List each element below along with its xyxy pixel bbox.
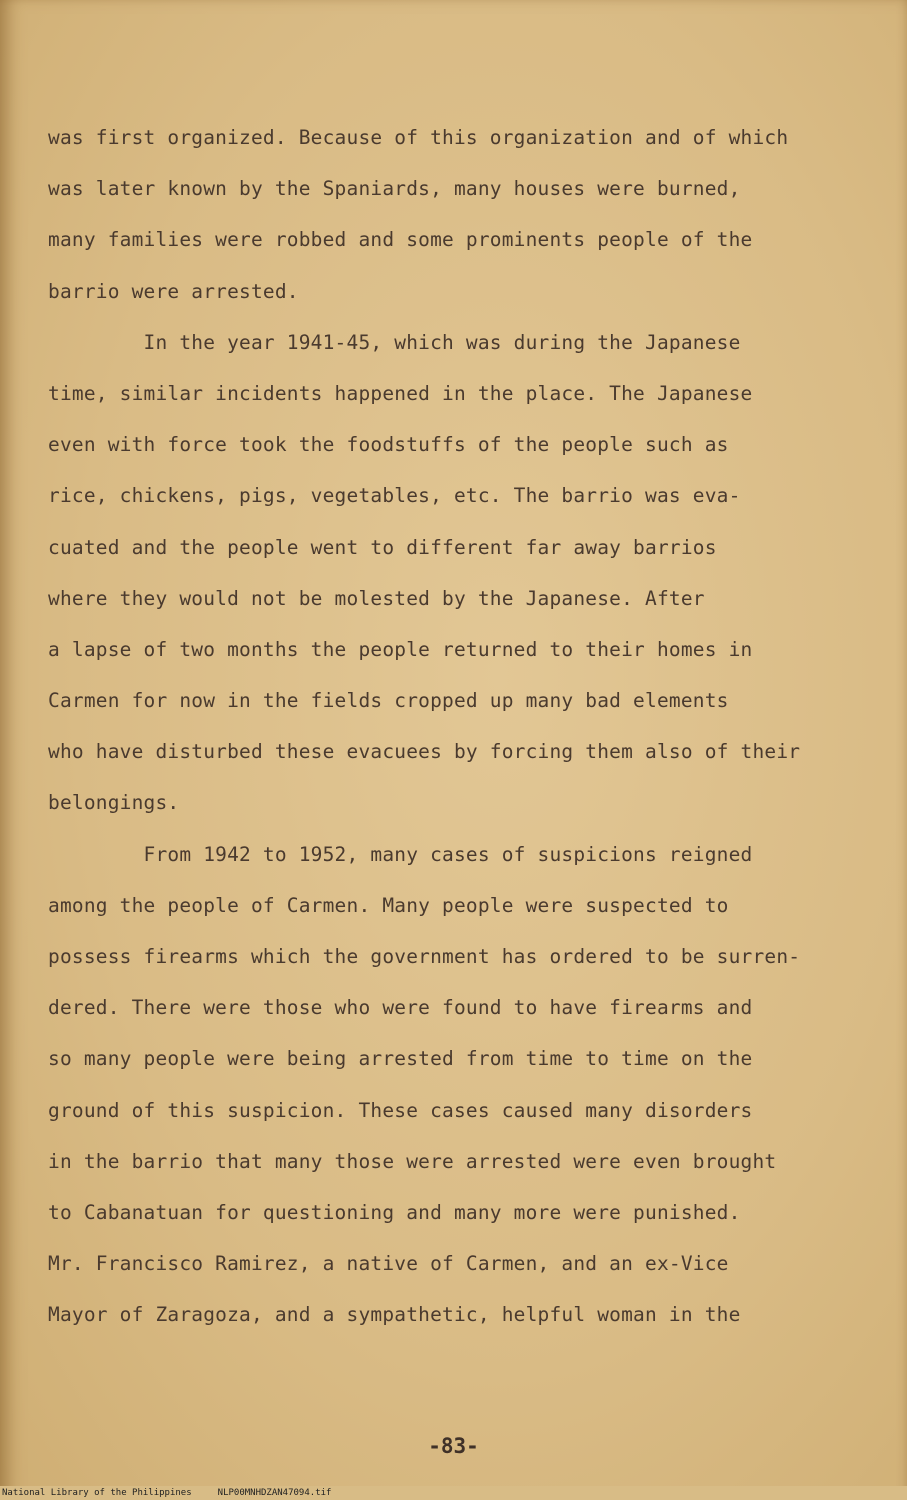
text-line: barrio were arrested. (48, 279, 299, 303)
library-label: National Library of the Philippines (2, 1488, 192, 1498)
text-line: dered. There were those who were found to have firearms and (48, 996, 753, 1020)
text-line: ground of this suspicion. These cases caused many disorders (48, 1098, 753, 1122)
text-line: belongings. (48, 791, 180, 815)
text-line: in the barrio that many those were arrested were even brought (48, 1149, 777, 1173)
file-id-label: NLP00MNHDZAN47094.tif (217, 1488, 332, 1498)
text-line: was first organized. Because of this organization and of which (48, 126, 789, 149)
text-line: possess firearms which the government has ordered to be surren- (48, 945, 801, 968)
text-line: Mr. Francisco Ramirez, a native of Carmen, and an ex-Vice (48, 1252, 729, 1276)
text-line: among the people of Carmen. Many people were suspected to (48, 893, 729, 917)
text-line: so many people were being arrested from time to time on the (48, 1047, 753, 1071)
text-line: to Cabanatuan for questioning and many more were punished. (48, 1200, 741, 1224)
text-line: cuated and the people went to different far away barrios (48, 535, 717, 559)
text-line: who have disturbed these evacuees by forcing them also of their (48, 740, 801, 764)
text-line: time, similar incidents happened in the place. The Japanese (48, 381, 753, 405)
document-body (48, 112, 848, 1341)
page-number: -83- (428, 1434, 479, 1458)
text-line: where they would not be molested by the Japanese. After (48, 586, 705, 610)
text-line: Carmen for now in the fields cropped up many bad elements (48, 689, 729, 713)
scan-footer (0, 1486, 907, 1500)
text-line: From 1942 to 1952, many cases of suspicions reigned (48, 842, 753, 866)
text-line: even with force took the foodstuffs of the people such as (48, 433, 729, 457)
text-line: In the year 1941-45, which was during the Japanese (48, 330, 741, 354)
text-line: Mayor of Zaragoza, and a sympathetic, helpful woman in the (48, 1303, 741, 1327)
text-line: many families were robbed and some prominents people of the (48, 228, 753, 252)
text-line: rice, chickens, pigs, vegetables, etc. The barrio was eva- (48, 484, 741, 508)
text-line: was later known by the Spaniards, many houses were burned, (48, 177, 741, 201)
text-line: a lapse of two months the people returned to their homes in (48, 637, 753, 661)
